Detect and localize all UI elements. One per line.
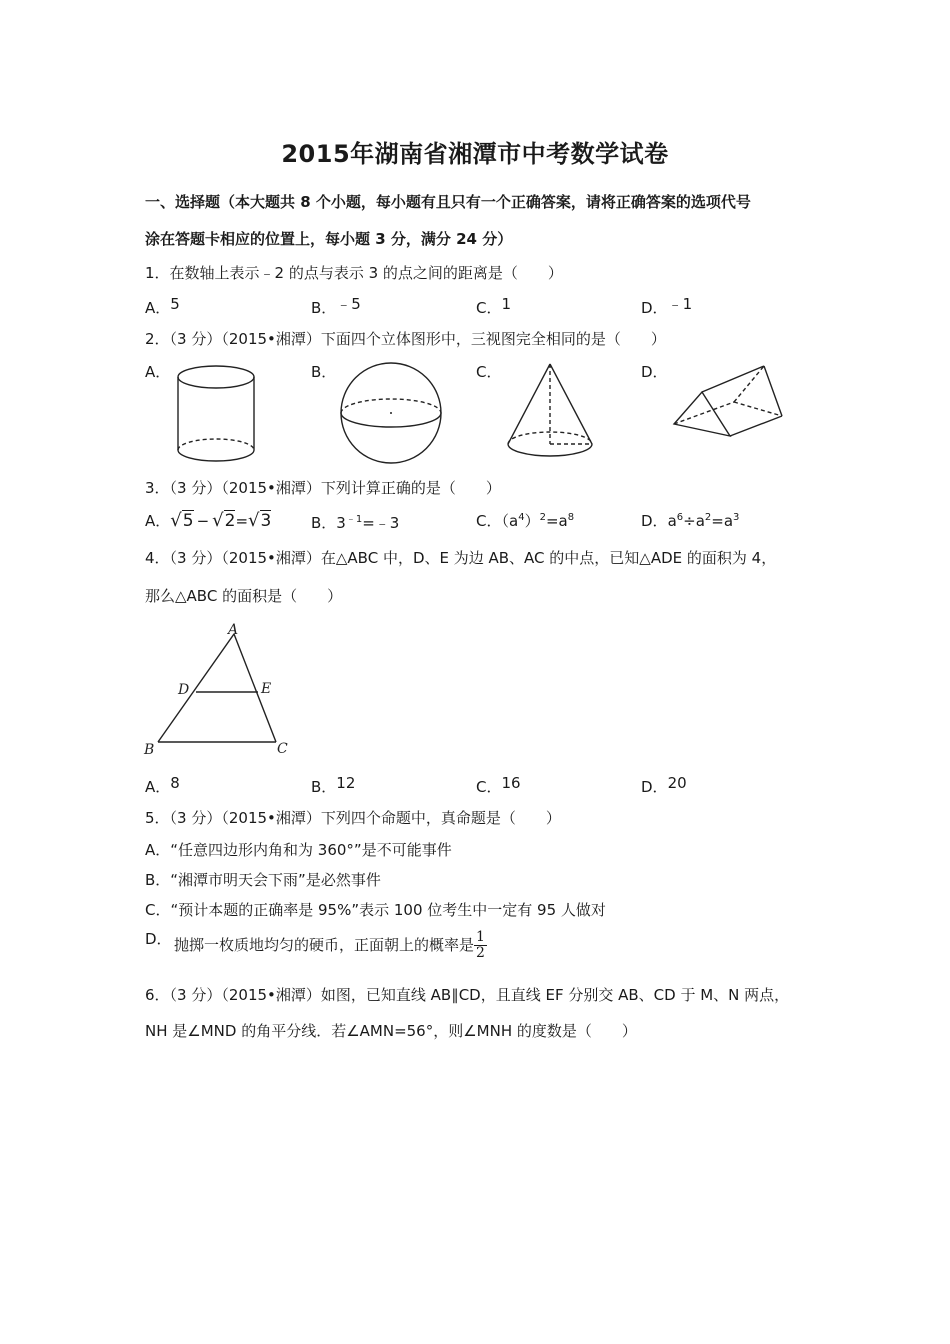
q4-option-c: C．16	[476, 774, 521, 796]
q2-option-b-label: B．	[311, 363, 337, 381]
q2-option-c-label: C．	[476, 363, 502, 381]
page-title: 2015年湖南省湘潭市中考数学试卷	[281, 140, 669, 168]
q4-option-d: D．20	[641, 774, 687, 796]
question-4-stem-line1: 4．（3 分）（2015•湘潭）在△ABC 中，D、E 为边 AB、AC 的中点，已知△ADE 的面积为 4，	[145, 549, 777, 567]
q5-option-b: B．“湘潭市明天会下雨”是必然事件	[145, 871, 381, 889]
point-d-label: D	[178, 682, 190, 698]
cylinder-figure	[170, 360, 262, 468]
q2-option-d-label: D．	[641, 363, 668, 381]
q2-option-a-label: A．	[145, 363, 171, 381]
q5-option-d: 抛掷一枚质地均匀的硬币，正面朝上的概率是 $\frac{1}{2}$	[174, 929, 485, 961]
section-heading-line1: 一、选择题（本大题共 8 个小题，每小题有且只有一个正确答案，请将正确答案的选项代号	[145, 193, 751, 211]
q3-option-c: C．$(a^4)^2=a^8$	[476, 512, 575, 530]
section-heading-line2: 涂在答题卡相应的位置上，每小题 3 分，满分 24 分）	[145, 230, 513, 248]
sphere-figure	[336, 358, 446, 468]
question-6-stem-line2: NH 是∠MND 的角平分线．若∠AMN=56°，则∠MNH 的度数是（ ）	[145, 1022, 637, 1040]
q3-option-a: A．√5 − √2=√3	[145, 510, 272, 531]
q3-option-b: B．$3^{﹣1}=﹣3$	[311, 514, 400, 532]
question-6-stem-line1: 6．（3 分）（2015•湘潭）如图，已知直线 AB∥CD，且直线 EF 分别交 AB、CD 于 M、N 两点，	[145, 986, 790, 1004]
triangular-prism-figure	[668, 360, 788, 442]
q4-option-b: B．12	[311, 774, 356, 796]
q5-option-d-label: D．	[145, 930, 172, 948]
q1-option-a: A．5	[145, 295, 180, 317]
vertex-b-label: B	[144, 742, 155, 758]
vertex-a-label: A	[228, 622, 239, 638]
fraction-one-half: $\frac{1}{2}$	[476, 929, 485, 961]
q1-option-d: D．﹣1	[641, 295, 693, 317]
q3-option-d: D．$a^6\div a^2=a^3$	[641, 512, 740, 530]
q5-option-c: C．“预计本题的正确率是 95%”表示 100 位考生中一定有 95 人做对	[145, 901, 606, 919]
question-4-stem-line2: 那么△ABC 的面积是（ ）	[145, 587, 343, 605]
question-5-stem: 5．（3 分）（2015•湘潭）下列四个命题中，真命题是（ ）	[145, 809, 561, 827]
question-2-stem: 2．（3 分）（2015•湘潭）下面四个立体图形中，三视图完全相同的是（ ）	[145, 330, 666, 348]
cone-figure	[500, 358, 600, 466]
point-e-label: E	[261, 681, 272, 697]
question-3-stem: 3．（3 分）（2015•湘潭）下列计算正确的是（ ）	[145, 479, 501, 497]
question-1-stem: 1．在数轴上表示﹣2 的点与表示 3 的点之间的距离是（ ）	[145, 264, 563, 282]
q1-option-c: C．1	[476, 295, 512, 317]
q1-option-b: B．﹣5	[311, 295, 361, 317]
triangle-abc-figure	[140, 620, 300, 760]
vertex-c-label: C	[277, 741, 288, 757]
q4-option-a: A．8	[145, 774, 180, 796]
q5-option-a: A．“任意四边形内角和为 360°”是不可能事件	[145, 841, 452, 859]
